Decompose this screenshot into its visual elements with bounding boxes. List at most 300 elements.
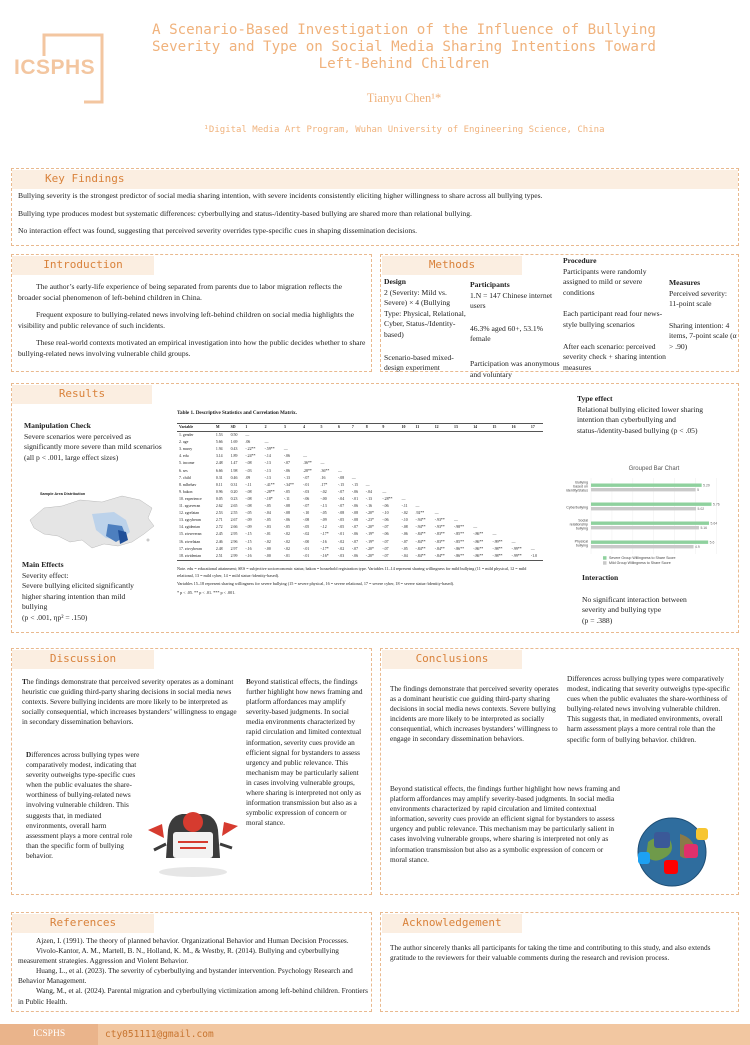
table-cell	[510, 503, 529, 510]
introduction-heading: Introduction	[12, 256, 154, 275]
chart-legend-label: Mild Group Willingness to Share Score	[609, 561, 671, 565]
table-cell: -.16	[245, 546, 252, 551]
table-cell: -.01	[282, 553, 301, 561]
table-cell: 9. bakon	[179, 489, 193, 494]
table-cell: -.00	[263, 553, 282, 561]
table-cell: -.02	[401, 511, 408, 516]
reference-item: Wang, M., et al. (2024). Parental migration and cyberbullying victimization among left-behind children. Frontiers in Public Health.	[18, 986, 368, 1006]
table-cell	[490, 496, 509, 503]
table-cell: 1.69	[230, 440, 238, 445]
table-cell	[336, 446, 350, 453]
table-cell: -.94**	[415, 525, 426, 530]
chart-bar	[591, 522, 709, 525]
table-cell: -.08	[337, 475, 345, 480]
table-cell	[433, 475, 452, 482]
table-cell: -.04	[365, 489, 372, 494]
table-cell	[529, 446, 543, 453]
table-header-cell: 7	[350, 424, 364, 432]
procedure-step: Participants were randomly assigned to mild or severe conditions	[563, 266, 647, 297]
table-cell: -.16	[365, 504, 372, 509]
table-cell	[490, 432, 509, 440]
table-cell	[319, 446, 336, 453]
table-cell: -.41**	[264, 482, 275, 487]
table-cell	[510, 496, 529, 503]
table-cell: -.06	[303, 496, 310, 501]
table-cell	[529, 475, 543, 482]
table-cell	[380, 453, 399, 460]
footer-bar	[0, 1024, 750, 1045]
grouped-bar-chart	[557, 460, 735, 572]
chart-bar	[591, 488, 696, 491]
table-cell: -.08	[303, 518, 310, 523]
table-cell: -.86**	[473, 532, 484, 537]
table-cell	[452, 439, 471, 446]
table-cell: 6. ses	[179, 468, 188, 473]
table-cell	[319, 453, 336, 460]
table-cell	[400, 460, 414, 467]
table-cell: 15. ztvseveran	[179, 532, 202, 537]
severity-effect-label: Severity effect:	[22, 570, 69, 580]
table-cell	[414, 496, 433, 503]
table-cell	[301, 432, 318, 440]
table-cell: -.13	[320, 504, 327, 509]
table-cell: -.20*	[365, 511, 374, 516]
table-row	[177, 503, 543, 510]
table-cell: -.84**	[433, 553, 452, 561]
table-cell	[380, 468, 399, 475]
table-cell	[490, 489, 509, 496]
table-cell: -.84**	[434, 546, 445, 551]
table-cell: -.09	[245, 518, 252, 523]
table-cell: —	[264, 440, 269, 445]
table-cell	[529, 496, 543, 503]
table-cell: -.07	[351, 525, 359, 530]
references-heading: References	[12, 914, 154, 933]
table-cell	[380, 460, 399, 467]
table-cell: -.83**	[434, 539, 445, 544]
chart-bar	[591, 507, 696, 510]
table-cell	[452, 460, 471, 467]
table-cell: 2.55	[230, 511, 238, 516]
table-cell: -.10	[401, 518, 408, 523]
table-cell	[510, 432, 529, 440]
table-cell: -.08	[283, 511, 291, 516]
table-cell: 2.66	[230, 525, 238, 530]
table-cell: -.98**	[453, 525, 465, 530]
intro-paragraph: The author’s early-life experience of being separated from parents due to labor migration reflects the broader social phenomenon of left-behind children in China.	[18, 282, 343, 302]
discussion-col-left	[22, 677, 238, 727]
table-cell: 4. edu	[179, 454, 189, 459]
table-cell	[471, 517, 490, 524]
table-cell: -.84**	[415, 546, 426, 551]
table-cell: -.06	[382, 504, 389, 509]
table-cell: 1.53	[215, 433, 223, 438]
chart-legend-swatch	[603, 556, 607, 560]
table-cell	[452, 503, 471, 510]
measures-label: Measures	[669, 278, 701, 287]
table-cell: -.86**	[473, 546, 484, 551]
table-cell	[529, 432, 543, 440]
table-title: Table 1. Descriptive Statistics and Correlation Matrix.	[177, 410, 297, 416]
table-cell	[414, 489, 433, 496]
methods-participants	[470, 280, 562, 380]
table-header-cell: 6	[336, 424, 350, 432]
procedure-step: After each scenario: perceived severity check + sharing intention measures	[563, 341, 666, 372]
table-cell: -.03	[245, 468, 252, 473]
discussion-heading: Discussion	[12, 650, 154, 669]
table-cell	[433, 453, 452, 460]
table-cell: 12. zgrelatan	[179, 511, 200, 516]
discussion-col-right	[246, 677, 364, 828]
table-cell: —	[401, 496, 406, 501]
manipulation-label: Manipulation Check	[24, 421, 91, 430]
table-row	[177, 489, 543, 496]
table-cell: —	[492, 532, 497, 537]
table-header-cell: 9	[380, 424, 399, 432]
methods-procedure	[563, 256, 668, 373]
chart-data-label: 5.64	[710, 521, 718, 526]
table-cell	[380, 432, 399, 440]
table-cell: -.10	[303, 511, 310, 516]
table-cell: -.07	[337, 489, 345, 494]
table-cell: 2.97	[230, 546, 238, 551]
table-cell	[471, 446, 490, 453]
table-cell: 8. mlbehav	[179, 482, 197, 487]
table-cell	[414, 432, 433, 440]
table-header-cell: 14	[471, 424, 490, 432]
chart-bar	[591, 484, 702, 487]
table-cell	[510, 482, 529, 489]
table-cell: -.08	[351, 518, 359, 523]
table-cell: —	[337, 468, 342, 473]
table-cell	[510, 453, 529, 460]
table-cell: -.84**	[414, 553, 433, 561]
bullying-illustration	[140, 790, 246, 880]
table-cell: -.05	[283, 489, 291, 494]
table-cell	[452, 496, 471, 503]
table-cell: 2.48	[215, 546, 223, 551]
chart-legend-swatch	[603, 561, 607, 565]
table-cell	[452, 482, 471, 489]
conclusions-heading: Conclusions	[382, 650, 522, 669]
table-cell	[380, 439, 399, 446]
table-cell: -.84**	[415, 532, 426, 537]
table-cell	[364, 439, 381, 446]
table-cell: -.86**	[471, 553, 490, 561]
discussion-col-left-lower	[26, 750, 140, 861]
table-cell	[282, 439, 301, 446]
table-cell: -.05	[264, 518, 271, 523]
table-cell	[263, 432, 282, 440]
table-cell: —	[320, 461, 325, 466]
table-cell: -.10	[382, 511, 389, 516]
table-cell: .36**	[320, 468, 330, 473]
table-cell: 14. zgidentan	[179, 525, 200, 530]
table-cell: -.16*	[319, 553, 336, 561]
table-cell: 7. child	[179, 475, 191, 480]
table-row	[177, 468, 543, 475]
table-cell	[510, 446, 529, 453]
table-cell: -.07	[382, 546, 389, 551]
table-cell	[529, 517, 543, 524]
table-cell: 2.51	[214, 553, 229, 561]
table-cell	[301, 446, 318, 453]
table-cell: 0.31	[215, 475, 223, 480]
table-cell: —	[245, 433, 250, 438]
table-cell: 2.53	[215, 511, 223, 516]
table-cell	[510, 468, 529, 475]
type-effect-label: Type effect	[577, 394, 613, 403]
table-cell: 2.48	[215, 461, 223, 466]
table-row	[177, 475, 543, 482]
table-cell	[452, 432, 471, 440]
table-cell	[490, 468, 509, 475]
table-cell	[510, 439, 529, 446]
table-cell: .36**	[303, 461, 312, 466]
table-cell: 2.62	[215, 504, 223, 509]
chart-title: Grouped Bar Chart	[628, 466, 680, 472]
table-cell	[400, 432, 414, 440]
table-cell: -.02	[337, 539, 345, 544]
table-cell: -.86**	[473, 539, 484, 544]
table-header-cell: M	[214, 424, 229, 432]
table-cell: -.19*	[365, 532, 374, 537]
table-cell: -.02	[264, 539, 271, 544]
footer-email[interactable]: cty051111@gmail.com	[105, 1029, 214, 1040]
participants-count: 1.N = 147 Chinese internet users	[470, 290, 553, 311]
table-cell: 3. marry	[179, 447, 193, 452]
table-row	[177, 553, 543, 561]
table-cell	[282, 432, 301, 440]
table-cell: -.01	[351, 496, 359, 501]
chart-bar	[591, 545, 694, 548]
table-cell: 2.95	[230, 532, 238, 537]
table-cell: -.07	[283, 461, 291, 466]
table-header-cell: 13	[452, 424, 471, 432]
descriptive-table	[177, 410, 543, 597]
table-cell: 0.46	[230, 475, 238, 480]
table-note: Note. edu = educational attainment; SES = subjective socioeconomic status; bakon = household registration type. Variables 11–14 represent sharing willingness for mild bullying (11 = mild physical, 12 = mild relational, 13 = mild cyber, 14 = mild status-/identity-based).	[177, 565, 527, 579]
table-cell	[490, 439, 509, 446]
table-cell	[529, 503, 543, 510]
table-cell: -.06	[382, 532, 389, 537]
table-cell: -.12	[320, 525, 327, 530]
chart-bar	[591, 541, 708, 544]
table-cell	[471, 496, 490, 503]
interaction-effect	[582, 573, 712, 626]
table-cell: -1.0	[529, 553, 543, 561]
table-cell: 11. zgseveran	[179, 504, 201, 509]
table-cell: -.13	[365, 496, 372, 501]
table-cell	[350, 446, 364, 453]
table-cell: -.94**	[415, 518, 426, 523]
table-cell: -.06	[351, 504, 359, 509]
table-cell	[414, 460, 433, 467]
table-cell	[336, 439, 350, 446]
author-name: Tianyu Chen¹*	[366, 91, 442, 105]
table-row	[177, 510, 543, 517]
chart-bar	[591, 503, 712, 506]
table-cell: 1.98	[230, 468, 238, 473]
key-finding-item: No interaction effect was found, suggesting that perceived severity overrides type-specific cues in shaping dissemination decisions.	[18, 226, 418, 236]
table-cell: 2.71	[215, 518, 223, 523]
conclusions-lower	[390, 784, 622, 865]
table-cell: -.06	[401, 532, 408, 537]
key-finding-item: Bullying type produces modest but systematic differences: cyberbullying and status-/identity-based bullying are shared more than relational bullying.	[18, 208, 472, 218]
table-cell: -.08	[245, 461, 252, 466]
table-cell	[510, 510, 529, 517]
table-cell: -.07	[303, 475, 310, 480]
table-cell: 5. income	[179, 461, 195, 466]
table-cell: —	[382, 489, 387, 494]
table-cell	[471, 503, 490, 510]
table-row	[177, 517, 543, 524]
intro-paragraph: These real-world contexts motivated an empirical investigation into how the public decides whether to share bullying-related news involving vulnerable child groups.	[18, 338, 366, 358]
table-header-cell: 3	[282, 424, 301, 432]
table-cell: -.15	[351, 482, 359, 487]
table-cell: -.28**	[382, 496, 393, 501]
correlation-table	[177, 423, 543, 561]
table-cell: -.07	[382, 525, 389, 530]
table-cell	[471, 432, 490, 440]
table-cell: —	[303, 454, 307, 459]
acknowledgement-text: The author sincerely thanks all participants for taking the time and contributing to this study, and also extends gratitude to the reviewers for their valuable comments during the research and revision process.	[390, 943, 711, 963]
conclusion-paragraph: The findings demonstrate that perceived severity operates as a dominant heuristic cue guiding third-party sharing decisions in social media news contexts. Severe bullying incidents are more likely to be interpreted as socially consequential, which increases bystanders’ willingness to engage in secondary dissemination behaviors.	[390, 684, 559, 744]
table-cell	[350, 432, 364, 440]
table-cell	[336, 460, 350, 467]
table-cell: 0.50	[230, 433, 238, 438]
table-cell	[433, 432, 452, 440]
methods-design	[384, 277, 468, 374]
table-cell: .17*	[320, 482, 328, 487]
manipulation-check	[24, 421, 164, 463]
table-cell: -.09	[245, 525, 252, 530]
table-cell: -.07	[382, 539, 389, 544]
severity-effect-stat: (p < .001, ηp² = .150)	[22, 612, 88, 622]
table-cell	[364, 468, 381, 475]
table-cell	[380, 475, 399, 482]
table-cell: -.08	[337, 511, 345, 516]
table-header-cell: 12	[433, 424, 452, 432]
bar-chart-svg	[557, 460, 735, 572]
table-cell	[433, 482, 452, 489]
chart-bar	[591, 526, 699, 529]
table-cell	[364, 460, 381, 467]
table-cell: -.28**	[264, 489, 275, 494]
table-cell: -.02	[320, 489, 327, 494]
table-cell: 16. ztvrelatan	[179, 539, 201, 544]
table-row	[177, 482, 543, 489]
table-cell	[452, 468, 471, 475]
table-header-cell: 5	[319, 424, 336, 432]
table-cell: -.06	[350, 553, 364, 561]
table-cell: -.00	[303, 539, 310, 544]
table-cell	[400, 453, 414, 460]
social-media-globe-icon	[624, 812, 720, 892]
table-header-cell: 16	[510, 424, 529, 432]
table-cell	[433, 496, 452, 503]
table-cell	[350, 460, 364, 467]
table-cell: 2.45	[215, 532, 223, 537]
table-cell: -.18*	[264, 496, 273, 501]
measures-severity: Perceived severity: 11-point scale	[669, 288, 727, 309]
poster-title: A Scenario-Based Investigation of the Influence of Bullying Severity and Type on Social Media Sharing Intentions Toward Left-Behind Children	[152, 22, 656, 72]
table-cell	[490, 510, 509, 517]
table-cell: -.02	[283, 539, 291, 544]
table-cell	[510, 475, 529, 482]
table-cell: 2. age	[179, 440, 189, 445]
table-cell: .09	[245, 475, 251, 480]
design-label: Design	[384, 277, 406, 286]
social-media-globe	[624, 812, 720, 892]
table-cell: -.84**	[415, 539, 426, 544]
type-effect	[577, 394, 705, 436]
table-cell	[529, 489, 543, 496]
table-cell: 18. ztvidentan	[177, 553, 214, 561]
measures-sharing: Sharing intention: 4 items, 7-point scale (α > .90)	[669, 320, 737, 351]
key-findings-list	[18, 191, 733, 237]
table-cell	[301, 439, 318, 446]
table-cell: -.83**	[434, 532, 445, 537]
table-cell: —	[530, 546, 535, 551]
table-row	[177, 460, 543, 467]
table-cell: -.07	[380, 553, 399, 561]
table-cell: 1.94	[215, 447, 223, 452]
table-cell: 5.66	[215, 440, 223, 445]
table-cell: —	[511, 539, 516, 544]
table-cell: -.04	[400, 553, 414, 561]
design-text2: Scenario-based mixed-design experiment	[384, 352, 454, 373]
table-cell: 13. zgcyberan	[179, 518, 201, 523]
methods-heading: Methods	[382, 256, 522, 275]
chart-data-label: 4.9	[695, 545, 700, 549]
table-header-cell: 10	[400, 424, 414, 432]
table-cell	[529, 482, 543, 489]
table-cell: -.13	[264, 461, 271, 466]
table-cell: -.03	[303, 489, 310, 494]
table-cell	[471, 468, 490, 475]
table-header-cell: 11	[414, 424, 433, 432]
table-row	[177, 531, 543, 538]
table-cell: 10. experience	[179, 496, 202, 501]
table-row	[177, 539, 543, 546]
table-cell: -.05	[303, 525, 310, 530]
table-header-cell: Variable	[177, 424, 214, 432]
table-cell: -.07	[337, 504, 345, 509]
table-cell: -.59**	[264, 447, 275, 452]
table-cell: -.08	[351, 511, 359, 516]
table-cell: -.93**	[434, 525, 445, 530]
table-cell: —	[453, 518, 458, 523]
table-cell	[400, 475, 414, 482]
table-cell: -.01	[337, 532, 345, 537]
table-cell: -.05	[283, 525, 291, 530]
table-cell: -.34**	[283, 482, 294, 487]
table-cell: -.02	[337, 546, 345, 551]
table-cell: .16	[320, 475, 326, 480]
table-cell: 2.46	[215, 539, 223, 544]
table-cell: 6.66	[215, 468, 223, 473]
table-cell	[400, 439, 414, 446]
table-cell: 17. ztvcyberan	[179, 546, 202, 551]
table-cell	[490, 482, 509, 489]
table-cell	[452, 510, 471, 517]
table-cell	[452, 453, 471, 460]
table-cell: —	[415, 504, 420, 509]
table-cell	[414, 446, 433, 453]
table-cell: -.04	[337, 496, 345, 501]
table-cell	[350, 453, 364, 460]
